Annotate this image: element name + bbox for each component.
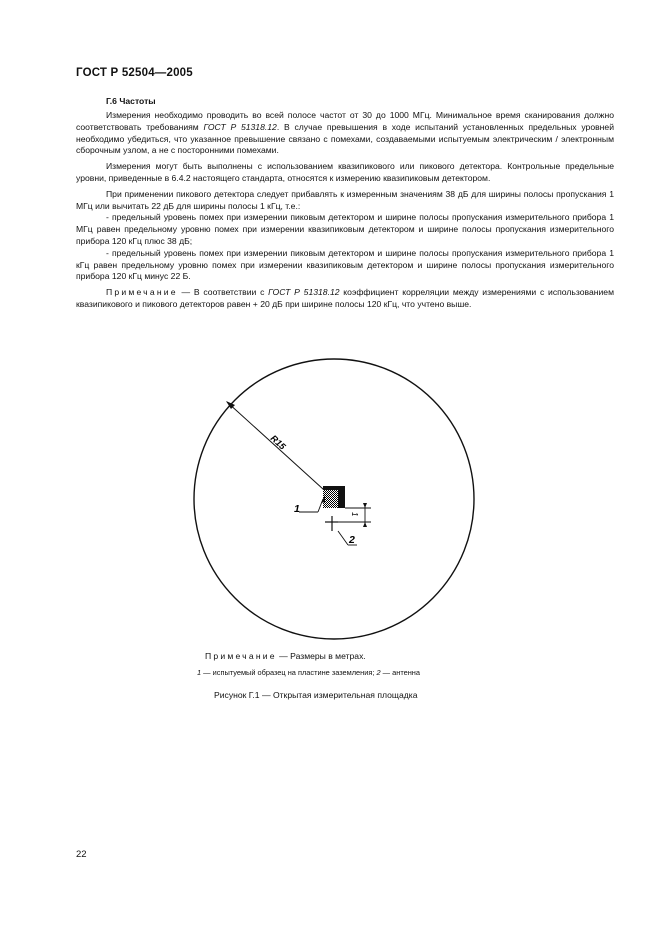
section-title: Г.6 Частоты [106,96,156,106]
note-text: — В соответствии с [177,287,269,298]
dimension-label: 1 [350,512,359,517]
figure-note [205,651,366,661]
legend-text: — антенна [380,668,420,677]
standard-reference: ГОСТ Р 51318.12 [203,121,277,132]
callout-2-leader [338,531,348,545]
paragraph-detectors: Измерения могут быть выполнены с использованием квазипикового или пикового детектора. Контрольные предельные уровни, приведенные в 6.4.2 настоящего стандарта, относятся к измерению квазипиковым детектором. [76,161,614,183]
page-number: 22 [76,849,87,860]
legend-number: 1 [197,668,202,677]
callout-1-label: 1 [294,503,300,515]
antenna-icon [325,516,338,531]
paragraph-text: Измерения необходимо проводить во всей полосе частот от 30 до 1000 МГц. Минимальное время сканирования должно соответствовать требованиям [76,110,614,132]
test-sample-icon [323,486,345,508]
note-text: коэффициент корреляции между измерениями с использованием квазипикового и пикового детекторов равен + 20 дБ при ширине полосы 120 кГц, что учтено выше. [76,287,614,309]
legend-text: — испытуемый образец на пластине заземления; [201,668,377,677]
standard-reference: ГОСТ Р 51318.12 [268,287,340,298]
figure-legend [197,668,420,677]
note-label: Примечание [106,287,178,298]
legend-number: 2 [376,668,381,677]
dimension-arrowhead [363,522,367,527]
paragraph-text: . В случае превышения в ходе испытаний установленных предельных уровней необходимо убедиться, что указанное превышение связано с помехами, создаваемыми испытуемым электрическим / электронным сборочным узлом, а не с посторонними помехами. [76,121,614,156]
list-item: - предельный уровень помех при измерении пиковым детектором и ширине полосы пропускания измерительного прибора 1 кГц равен предельному уровню помех при измерении квазипиковым детектором и ширине полосы пропускания измерительного прибора 120 кГц минус 22 Б. [76,247,614,282]
note-text: — Размеры в метрах. [276,651,366,661]
paragraph-peak: При применении пикового детектора следует прибавлять к измеренным значениям 38 дБ для ширины полосы пропускания 1 МГц или вычитать 22 дБ для ширины полосы 1 кГц, т.е.: [76,188,614,211]
figure-caption: Рисунок Г.1 — Открытая измерительная площадка [214,690,418,700]
radius-label: R15 [268,433,288,452]
dimension-arrowhead [363,503,367,508]
list-item: - предельный уровень помех при измерении пиковым детектором и ширине полосы пропускания измерительного прибора 1 МГц равен предельному уровню помех при измерении квазипиковым детектором и ширине полосы пропускания измерительного прибора 120 кГц плюс 38 дБ; [76,212,614,246]
standard-header: ГОСТ Р 52504—2005 [76,67,193,79]
callout-2-label: 2 [349,534,355,546]
note-label: Примечание [205,651,277,661]
